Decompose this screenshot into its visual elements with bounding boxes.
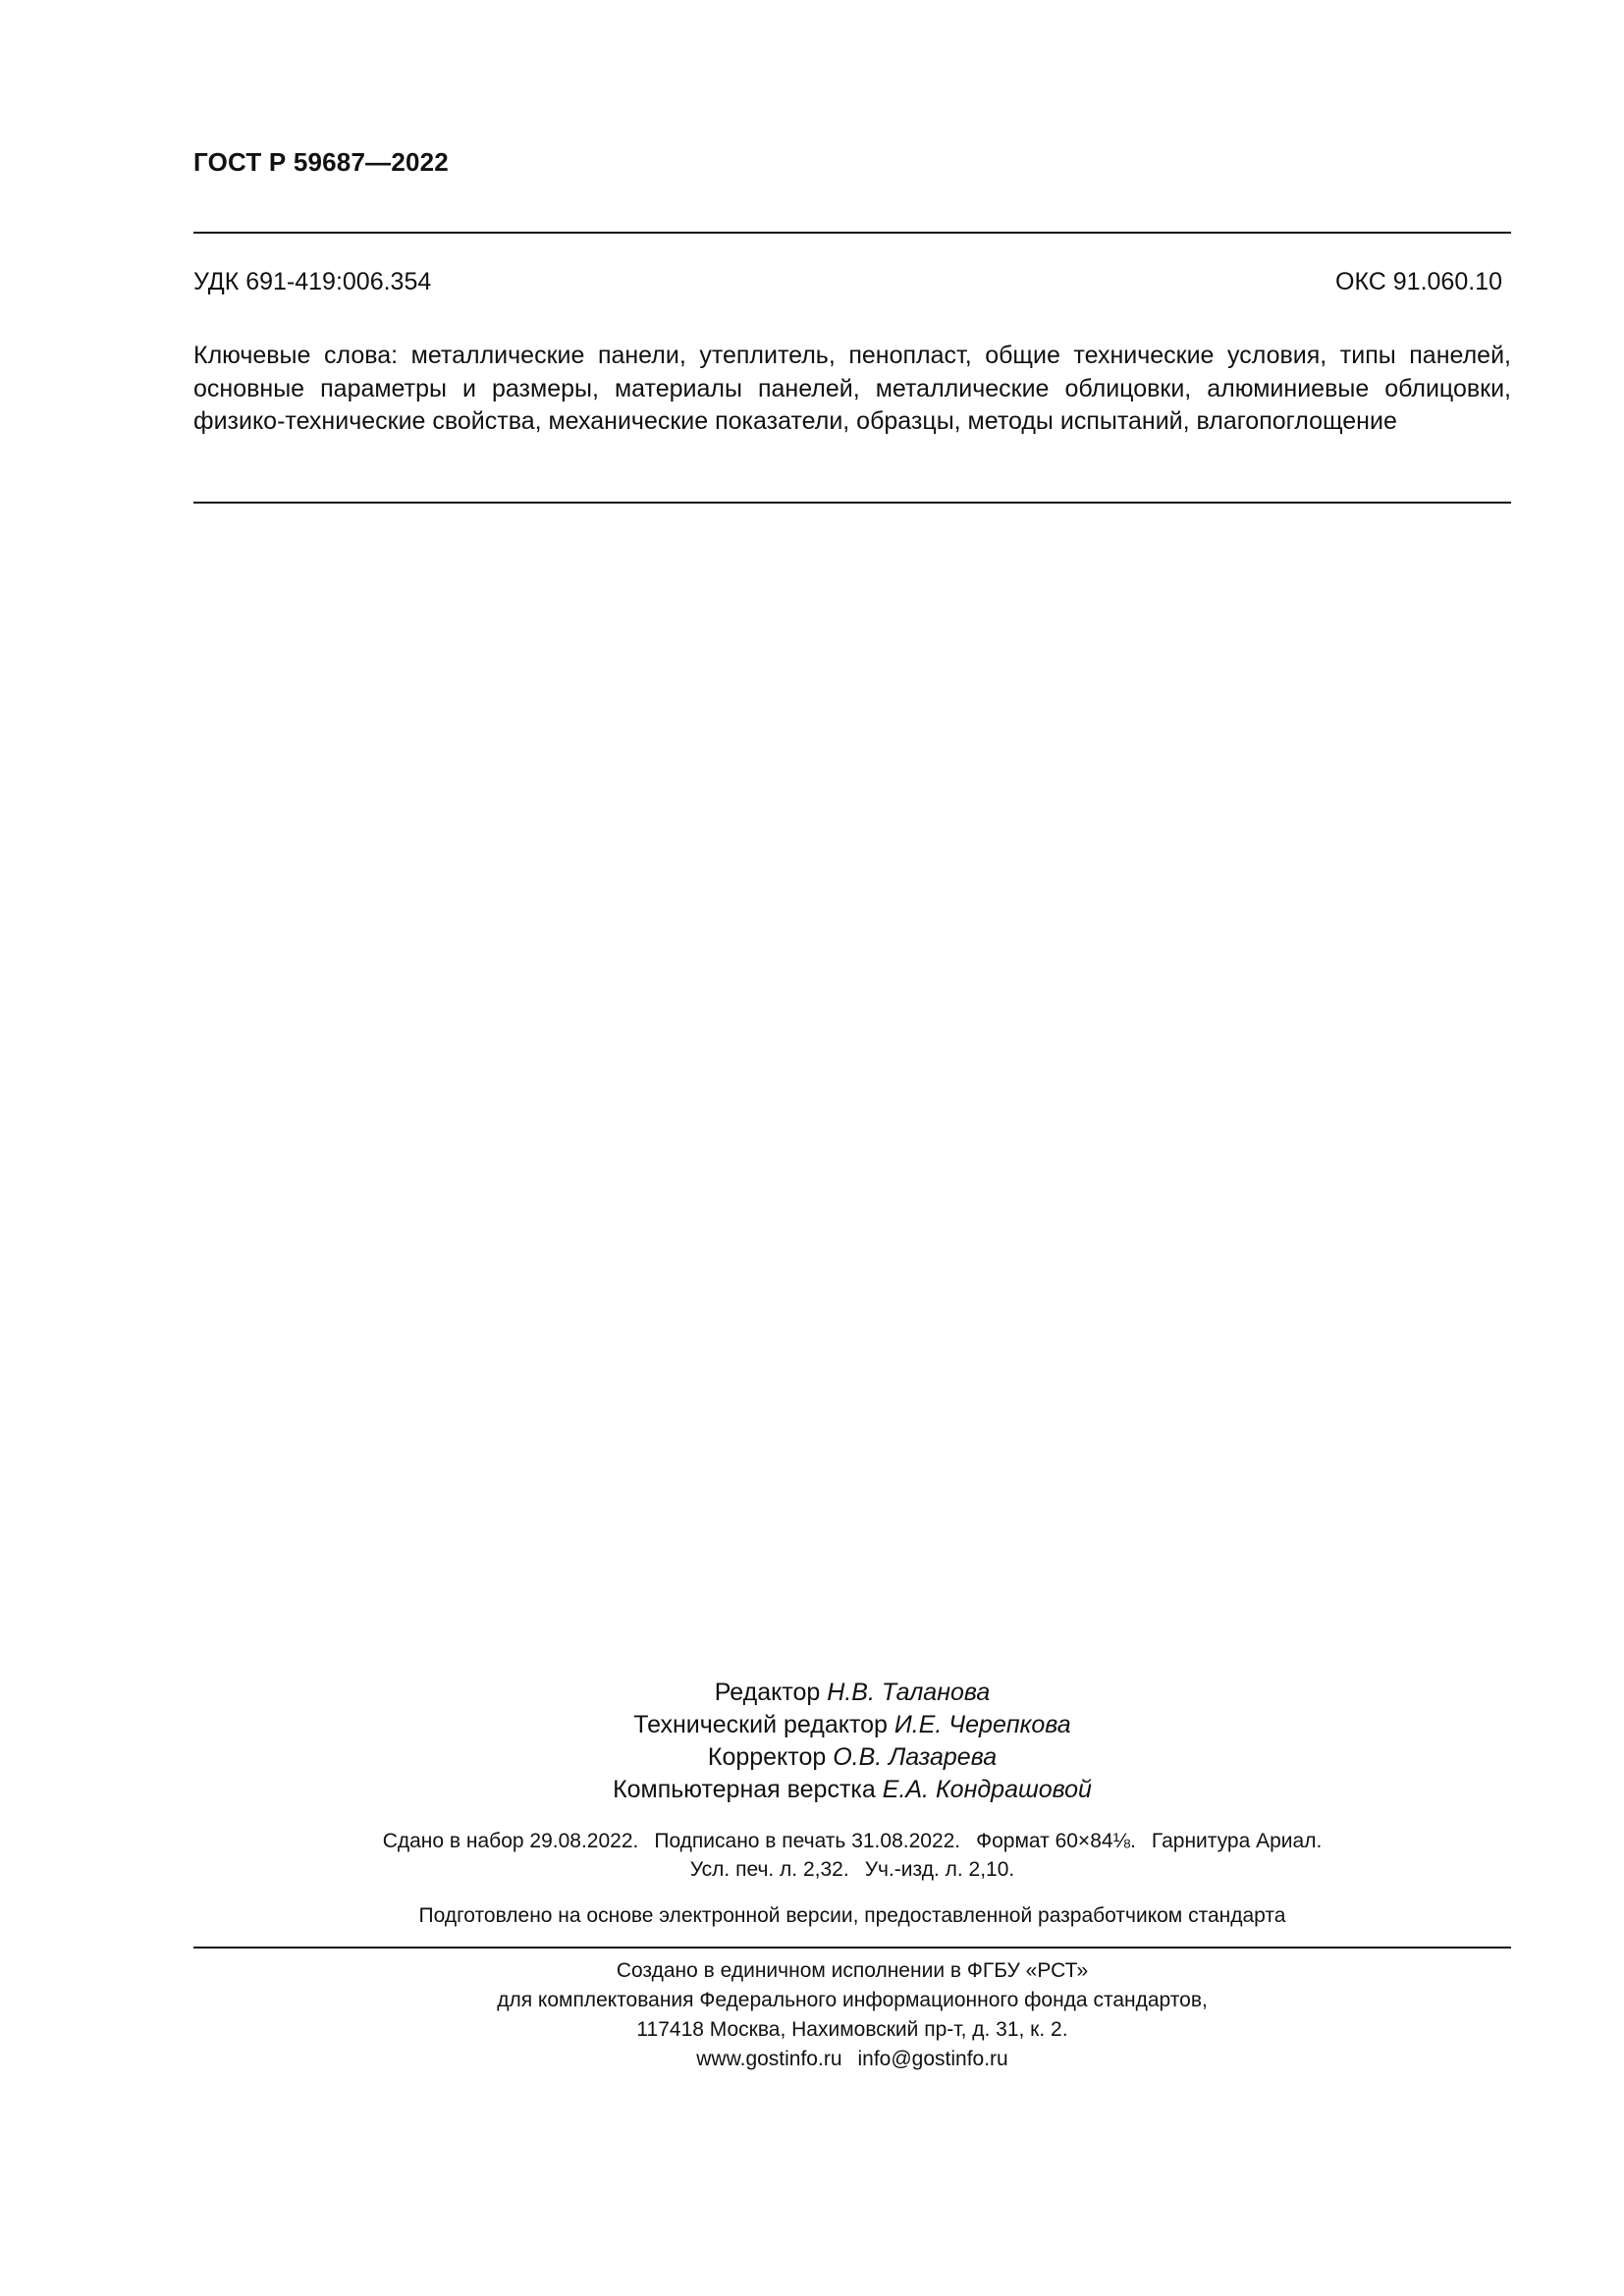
credit-tech-editor-name: И.Е. Черепкова — [893, 1711, 1071, 1738]
credit-editor-name: Н.В. Таланова — [827, 1679, 991, 1706]
credit-editor-label: Редактор — [714, 1679, 821, 1706]
publ-sheets: Уч.-изд. л. 2,10. — [864, 1858, 1015, 1881]
website-link[interactable]: www.gostinfo.ru — [696, 2048, 842, 2070]
credit-proofreader — [193, 1741, 1511, 1774]
footer-address: 117418 Москва, Нахимовский пр-т, д. 31, к. 2. — [636, 2018, 1068, 2041]
standard-id: ГОСТ Р 59687—2022 — [193, 147, 449, 177]
typeset-date: Сдано в набор 29.08.2022. — [382, 1830, 639, 1852]
oks-code: ОКС 91.060.10 — [1335, 268, 1502, 295]
credit-tech-editor-label: Технический редактор — [633, 1711, 888, 1738]
paper-format: Формат 60×84⅛. — [976, 1830, 1136, 1852]
credit-editor — [193, 1677, 1511, 1709]
footer-contacts — [193, 2045, 1511, 2074]
divider-top — [193, 232, 1511, 234]
footer-line-2: для комплектования Федерального информационного фонда стандартов, — [497, 1989, 1208, 2011]
credit-proofreader-label: Корректор — [707, 1743, 827, 1771]
prepared-note: Подготовлено на основе электронной версии, предоставленной разработчиком стандарта — [418, 1904, 1286, 1927]
divider-keywords — [193, 502, 1511, 504]
email-link[interactable]: info@gostinfo.ru — [857, 2048, 1008, 2070]
credit-layout — [193, 1774, 1511, 1806]
credit-tech-editor — [193, 1709, 1511, 1741]
keywords-paragraph: Ключевые слова: металлические панели, утеплитель, пенопласт, общие технические условия, типы панелей, основные параметры и размеры, материалы панелей, металлические облицовки, алюминиевые облицовки, физико-технические свойства, механические показатели, образцы, методы испытаний, влагопоглощение — [193, 342, 1511, 435]
credit-layout-name: Е.А. Кондрашовой — [882, 1776, 1092, 1803]
print-sheets: Усл. печ. л. 2,32. — [689, 1858, 849, 1881]
publisher-footer — [193, 1956, 1511, 2074]
credits-block — [193, 1677, 1511, 1806]
signed-date: Подписано в печать 31.08.2022. — [654, 1830, 961, 1852]
print-info-line-1 — [193, 1827, 1511, 1855]
print-info-line-2 — [193, 1855, 1511, 1884]
udk-code: УДК 691-419:006.354 — [193, 268, 432, 295]
footer-line-1: Создано в единичном исполнении в ФГБУ «РСТ» — [616, 1959, 1089, 1982]
credit-layout-label: Компьютерная верстка — [613, 1776, 876, 1803]
divider-footer — [193, 1947, 1511, 1949]
print-info-block — [193, 1827, 1511, 1884]
typeface: Гарнитура Ариал. — [1151, 1830, 1323, 1852]
credit-proofreader-name: О.В. Лазарева — [833, 1743, 998, 1771]
